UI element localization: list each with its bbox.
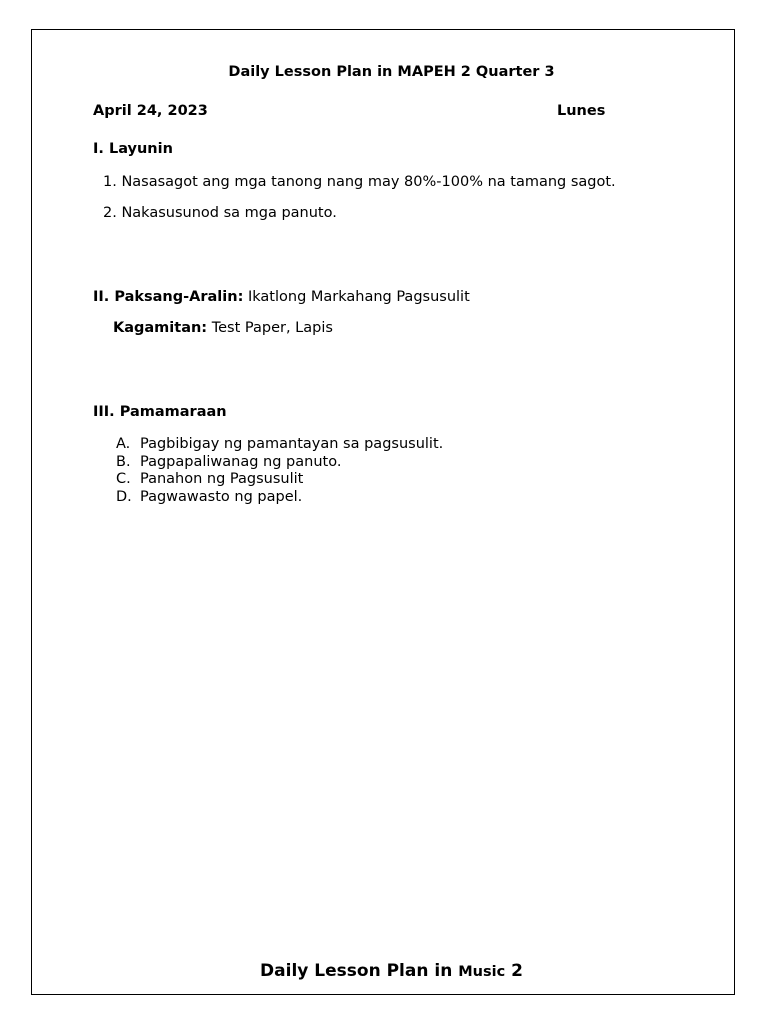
footer-title-main: Daily Lesson Plan in bbox=[260, 961, 453, 981]
section-paksang-aralin bbox=[93, 289, 470, 305]
footer-title bbox=[0, 961, 768, 981]
materials-value: Test Paper, Lapis bbox=[211, 320, 333, 336]
objective-item-2: 2. Nakasusunod sa mga panuto. bbox=[103, 205, 337, 221]
procedure-list bbox=[116, 436, 443, 506]
procedure-item-a bbox=[116, 436, 443, 454]
procedure-marker: D. bbox=[116, 488, 132, 505]
procedure-text: Pagbibigay ng pamantayan sa pagsusulit. bbox=[140, 436, 444, 452]
procedure-item-d bbox=[116, 489, 443, 507]
materials-line bbox=[113, 320, 333, 336]
procedure-text: Pagpapaliwanag ng panuto. bbox=[140, 453, 342, 470]
objective-item-1: 1. Nasasagot ang mga tanong nang may 80%-100% na tamang sagot. bbox=[103, 174, 616, 190]
procedure-item-b bbox=[116, 454, 443, 472]
procedure-item-c bbox=[116, 471, 443, 489]
procedure-marker: B. bbox=[116, 453, 131, 470]
document-title: Daily Lesson Plan in MAPEH 2 Quarter 3 bbox=[228, 64, 555, 80]
section-paksang-aralin-heading: II. Paksang-Aralin: bbox=[93, 289, 244, 305]
procedure-text: Panahon ng Pagsusulit bbox=[140, 471, 304, 487]
procedure-marker: C. bbox=[116, 471, 131, 487]
footer-title-grade: 2 bbox=[511, 961, 523, 981]
lesson-day: Lunes bbox=[557, 103, 606, 119]
procedure-text: Pagwawasto ng papel. bbox=[140, 488, 303, 505]
procedure-marker: A. bbox=[116, 436, 131, 452]
section-layunin-heading: I. Layunin bbox=[93, 141, 173, 157]
section-pamamaraan-heading: III. Pamamaraan bbox=[93, 404, 227, 420]
lesson-topic: Ikatlong Markahang Pagsusulit bbox=[247, 289, 470, 305]
lesson-date: April 24, 2023 bbox=[93, 103, 208, 119]
materials-label: Kagamitan: bbox=[113, 320, 208, 336]
footer-title-subject: Music bbox=[458, 964, 506, 980]
